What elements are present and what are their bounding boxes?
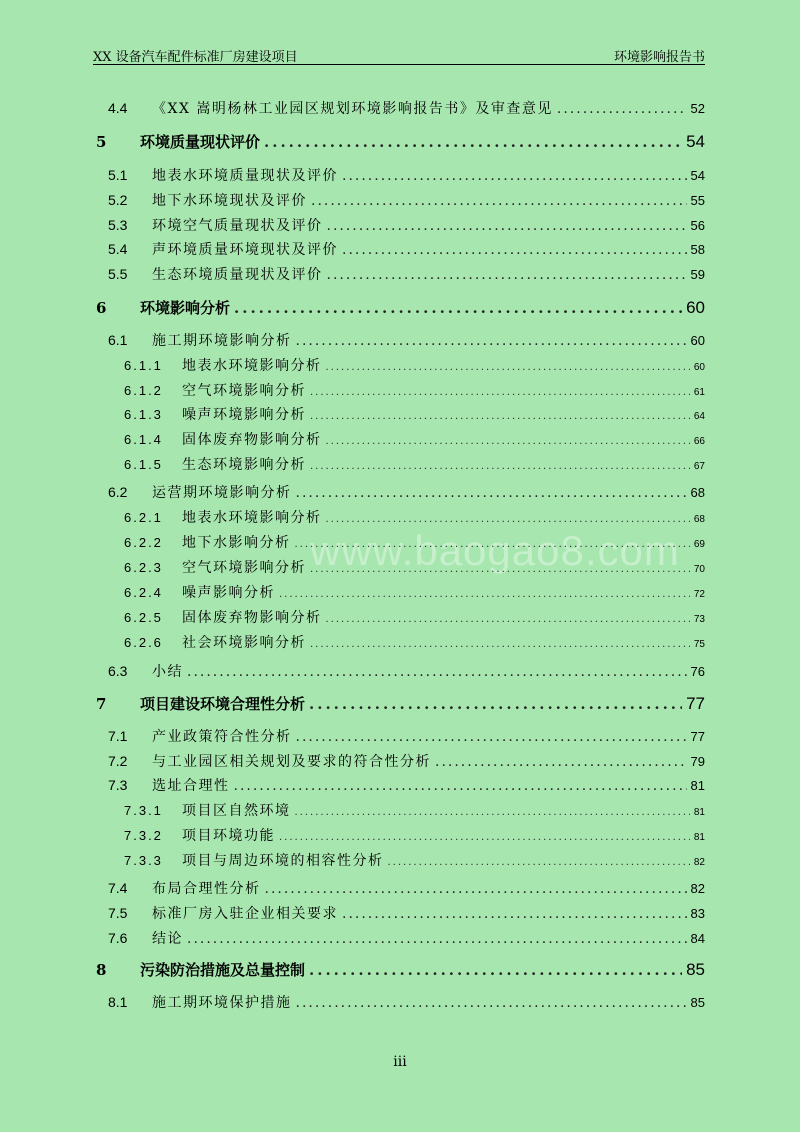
toc-entry-title: 小结 — [152, 664, 183, 680]
toc-entry-page: 52 — [690, 101, 705, 116]
toc-entry-title: 声环境质量环境现状及评价 — [152, 242, 338, 258]
toc-entry-page: 54 — [686, 132, 705, 151]
toc-entry-title: 标准厂房入驻企业相关要求 — [152, 906, 338, 922]
toc-entry-number: 7.3.1 — [124, 803, 163, 818]
toc-entry-level-2[interactable] — [0, 165, 705, 185]
toc-entry-page: 60 — [693, 362, 705, 373]
toc-entry-number: 6.2.5 — [124, 610, 163, 625]
toc-entry-page: 76 — [690, 664, 705, 679]
toc-entry-page: 66 — [693, 436, 705, 447]
toc-entry-number: 7.6 — [108, 930, 128, 946]
toc-dot-leader — [296, 485, 687, 501]
toc-dot-leader — [264, 133, 682, 151]
toc-entry-title: 项目建设环境合理性分析 — [140, 695, 306, 713]
toc-entry-title: 施工期环境影响分析 — [152, 333, 292, 349]
toc-entry-title: 生态环境影响分析 — [182, 457, 306, 473]
toc-entry-number: 8 — [96, 961, 107, 979]
toc-entry-title: 《XX 嵩明杨林工业园区规划环境影响报告书》及审查意见 — [152, 101, 553, 117]
toc-entry-level-2[interactable] — [0, 330, 705, 350]
page-number: iii — [393, 1054, 407, 1070]
toc-entry-title: 地下水影响分析 — [182, 535, 291, 551]
header-document-type: 环境影响报告书 — [613, 50, 705, 65]
toc-dot-leader — [295, 807, 690, 818]
toc-entry-title: 空气环境影响分析 — [182, 383, 306, 399]
toc-entry-page: 59 — [690, 267, 705, 282]
toc-entry-number: 7 — [96, 695, 107, 713]
toc-entry-level-3[interactable] — [0, 557, 705, 577]
toc-entry-title: 固体废弃物影响分析 — [182, 432, 322, 448]
toc-entry-page: 84 — [690, 931, 705, 946]
toc-entry-level-2[interactable] — [0, 878, 705, 898]
toc-entry-level-3[interactable] — [0, 380, 705, 400]
toc-dot-leader — [310, 639, 690, 650]
toc-entry-title: 施工期环境保护措施 — [152, 995, 292, 1011]
toc-dot-leader — [279, 832, 690, 843]
toc-entry-number: 5.1 — [108, 167, 128, 183]
toc-entry-number: 5.4 — [108, 241, 128, 257]
toc-entry-number: 6.1.1 — [124, 358, 163, 373]
toc-entry-title: 产业政策符合性分析 — [152, 729, 292, 745]
toc-entry-level-2[interactable] — [0, 992, 705, 1012]
toc-dot-leader — [310, 411, 690, 422]
toc-entry-page: 61 — [693, 387, 705, 398]
toc-entry-number: 7.2 — [108, 753, 128, 769]
toc-entry-page: 81 — [693, 807, 705, 818]
toc-entry-number: 6.2.3 — [124, 560, 163, 575]
toc-entry-number: 4.4 — [108, 100, 128, 116]
toc-entry-level-3[interactable] — [0, 507, 705, 527]
toc-entry-level-2[interactable] — [0, 726, 705, 746]
toc-entry-level-3[interactable] — [0, 800, 705, 820]
toc-entry-level-3[interactable] — [0, 355, 705, 375]
toc-dot-leader — [296, 995, 687, 1011]
toc-entry-level-2[interactable] — [0, 928, 705, 948]
toc-dot-leader — [342, 906, 687, 922]
toc-dot-leader — [310, 461, 690, 472]
toc-entry-title: 社会环境影响分析 — [182, 635, 306, 651]
toc-entry-page: 82 — [690, 881, 705, 896]
toc-entry-page: 64 — [693, 411, 705, 422]
toc-entry-page: 85 — [690, 995, 705, 1010]
toc-entry-title: 与工业园区相关规划及要求的符合性分析 — [152, 754, 431, 770]
toc-entry-level-3[interactable] — [0, 607, 705, 627]
toc-dot-leader — [326, 436, 690, 447]
toc-entry-page: 85 — [686, 960, 705, 979]
toc-dot-leader — [311, 193, 687, 209]
toc-dot-leader — [388, 857, 690, 868]
toc-entry-title: 运营期环境影响分析 — [152, 485, 292, 501]
header-project-title: XX 设备汽车配件标准厂房建设项目 — [93, 50, 298, 65]
toc-entry-level-2[interactable] — [0, 661, 705, 681]
toc-dot-leader — [279, 589, 690, 600]
toc-entry-page: 75 — [693, 639, 705, 650]
toc-entry-level-1[interactable] — [0, 959, 705, 980]
toc-dot-leader — [265, 881, 687, 897]
toc-dot-leader — [296, 333, 687, 349]
toc-entry-level-2[interactable] — [0, 239, 705, 259]
toc-entry-number: 7.4 — [108, 880, 128, 896]
toc-dot-leader — [187, 664, 687, 680]
toc-entry-page: 77 — [686, 694, 705, 713]
toc-entry-title: 地表水环境影响分析 — [182, 358, 322, 374]
toc-entry-page: 55 — [690, 193, 705, 208]
toc-entry-number: 6.2.6 — [124, 635, 163, 650]
toc-entry-number: 6 — [96, 299, 107, 317]
toc-entry-page: 81 — [693, 832, 705, 843]
toc-entry-number: 6.2.2 — [124, 535, 163, 550]
toc-dot-leader — [327, 267, 687, 283]
toc-entry-page: 54 — [690, 168, 705, 183]
toc-dot-leader — [309, 961, 682, 979]
toc-entry-level-3[interactable] — [0, 850, 705, 870]
toc-entry-title: 空气环境影响分析 — [182, 560, 306, 576]
toc-entry-page: 77 — [690, 729, 705, 744]
toc-entry-level-2[interactable] — [0, 215, 705, 235]
toc-entry-number: 7.3 — [108, 777, 128, 793]
toc-entry-number: 6.3 — [108, 663, 128, 679]
toc-dot-leader — [327, 218, 687, 234]
toc-entry-title: 结论 — [152, 931, 183, 947]
toc-entry-level-2[interactable] — [0, 903, 705, 923]
toc-entry-number: 5.3 — [108, 217, 128, 233]
watermark: www.baogao8.com — [310, 527, 680, 574]
toc-dot-leader — [326, 362, 690, 373]
toc-dot-leader — [342, 168, 687, 184]
toc-entry-level-3[interactable] — [0, 404, 705, 424]
toc-entry-level-3[interactable] — [0, 429, 705, 449]
toc-entry-level-2[interactable] — [0, 482, 705, 502]
toc-entry-level-2[interactable] — [0, 190, 705, 210]
toc-entry-level-1[interactable] — [0, 131, 705, 152]
toc-entry-page: 72 — [693, 589, 705, 600]
toc-entry-number: 7.3.2 — [124, 828, 163, 843]
toc-dot-leader — [557, 101, 687, 117]
toc-dot-leader — [296, 729, 687, 745]
toc-entry-page: 60 — [690, 333, 705, 348]
toc-entry-title: 环境质量现状评价 — [140, 133, 261, 151]
toc-entry-level-2[interactable] — [0, 264, 705, 284]
toc-entry-title: 污染防治措施及总量控制 — [140, 961, 306, 979]
toc-entry-title: 项目环境功能 — [182, 828, 275, 844]
toc-entry-title: 地下水环境现状及评价 — [152, 193, 307, 209]
toc-entry-number: 6.2.4 — [124, 585, 163, 600]
toc-entry-title: 噪声环境影响分析 — [182, 407, 306, 423]
toc-entry-title: 环境空气质量现状及评价 — [152, 218, 323, 234]
toc-entry-level-2[interactable] — [0, 98, 705, 118]
toc-entry-number: 7.3.3 — [124, 853, 163, 868]
toc-entry-number: 6.2 — [108, 484, 128, 500]
toc-entry-page: 69 — [693, 539, 705, 550]
toc-entry-number: 6.1.4 — [124, 432, 163, 447]
toc-dot-leader — [326, 514, 690, 525]
toc-entry-level-2[interactable] — [0, 775, 705, 795]
toc-entry-level-1[interactable] — [0, 693, 705, 714]
toc-entry-number: 5.2 — [108, 192, 128, 208]
toc-entry-page: 70 — [693, 564, 705, 575]
toc-entry-page: 82 — [693, 857, 705, 868]
toc-entry-level-3[interactable] — [0, 582, 705, 602]
toc-entry-title: 地表水环境影响分析 — [182, 510, 322, 526]
toc-entry-page: 67 — [693, 461, 705, 472]
toc-entry-number: 8.1 — [108, 994, 128, 1010]
toc-entry-level-1[interactable] — [0, 297, 705, 318]
toc-entry-number: 5.5 — [108, 266, 128, 282]
toc-entry-level-3[interactable] — [0, 825, 705, 845]
toc-entry-number: 6.1.2 — [124, 383, 163, 398]
toc-entry-title: 地表水环境质量现状及评价 — [152, 168, 338, 184]
toc-entry-page: 68 — [690, 485, 705, 500]
toc-entry-number: 5 — [96, 133, 107, 151]
toc-entry-title: 生态环境质量现状及评价 — [152, 267, 323, 283]
toc-entry-number: 7.5 — [108, 905, 128, 921]
toc-entry-level-3[interactable] — [0, 532, 705, 552]
toc-entry-page: 68 — [693, 514, 705, 525]
toc-entry-page: 83 — [690, 906, 705, 921]
toc-entry-page: 56 — [690, 218, 705, 233]
toc-entry-number: 6.1.3 — [124, 407, 163, 422]
toc-entry-title: 选址合理性 — [152, 778, 230, 794]
toc-entry-level-2[interactable] — [0, 751, 705, 771]
toc-dot-leader — [234, 778, 687, 794]
toc-entry-number: 6.2.1 — [124, 510, 163, 525]
toc-dot-leader — [435, 754, 687, 770]
toc-entry-level-3[interactable] — [0, 632, 705, 652]
toc-entry-number: 6.1 — [108, 332, 128, 348]
toc-dot-leader — [342, 242, 687, 258]
toc-entry-title: 环境影响分析 — [140, 299, 231, 317]
toc-entry-title: 固体废弃物影响分析 — [182, 610, 322, 626]
toc-dot-leader — [309, 695, 682, 713]
toc-dot-leader — [187, 931, 687, 947]
toc-entry-page: 79 — [690, 754, 705, 769]
toc-dot-leader — [310, 564, 690, 575]
toc-entry-page: 81 — [690, 778, 705, 793]
toc-dot-leader — [234, 299, 682, 317]
toc-entry-title: 项目与周边环境的相容性分析 — [182, 853, 384, 869]
toc-entry-level-3[interactable] — [0, 454, 705, 474]
toc-entry-page: 60 — [686, 298, 705, 317]
toc-entry-title: 噪声影响分析 — [182, 585, 275, 601]
toc-dot-leader — [310, 387, 690, 398]
toc-entry-page: 73 — [693, 614, 705, 625]
toc-entry-title: 布局合理性分析 — [152, 881, 261, 897]
toc-dot-leader — [295, 539, 690, 550]
toc-dot-leader — [326, 614, 690, 625]
toc-entry-title: 项目区自然环境 — [182, 803, 291, 819]
toc-entry-number: 6.1.5 — [124, 457, 163, 472]
toc-entry-page: 58 — [690, 242, 705, 257]
toc-entry-number: 7.1 — [108, 728, 128, 744]
